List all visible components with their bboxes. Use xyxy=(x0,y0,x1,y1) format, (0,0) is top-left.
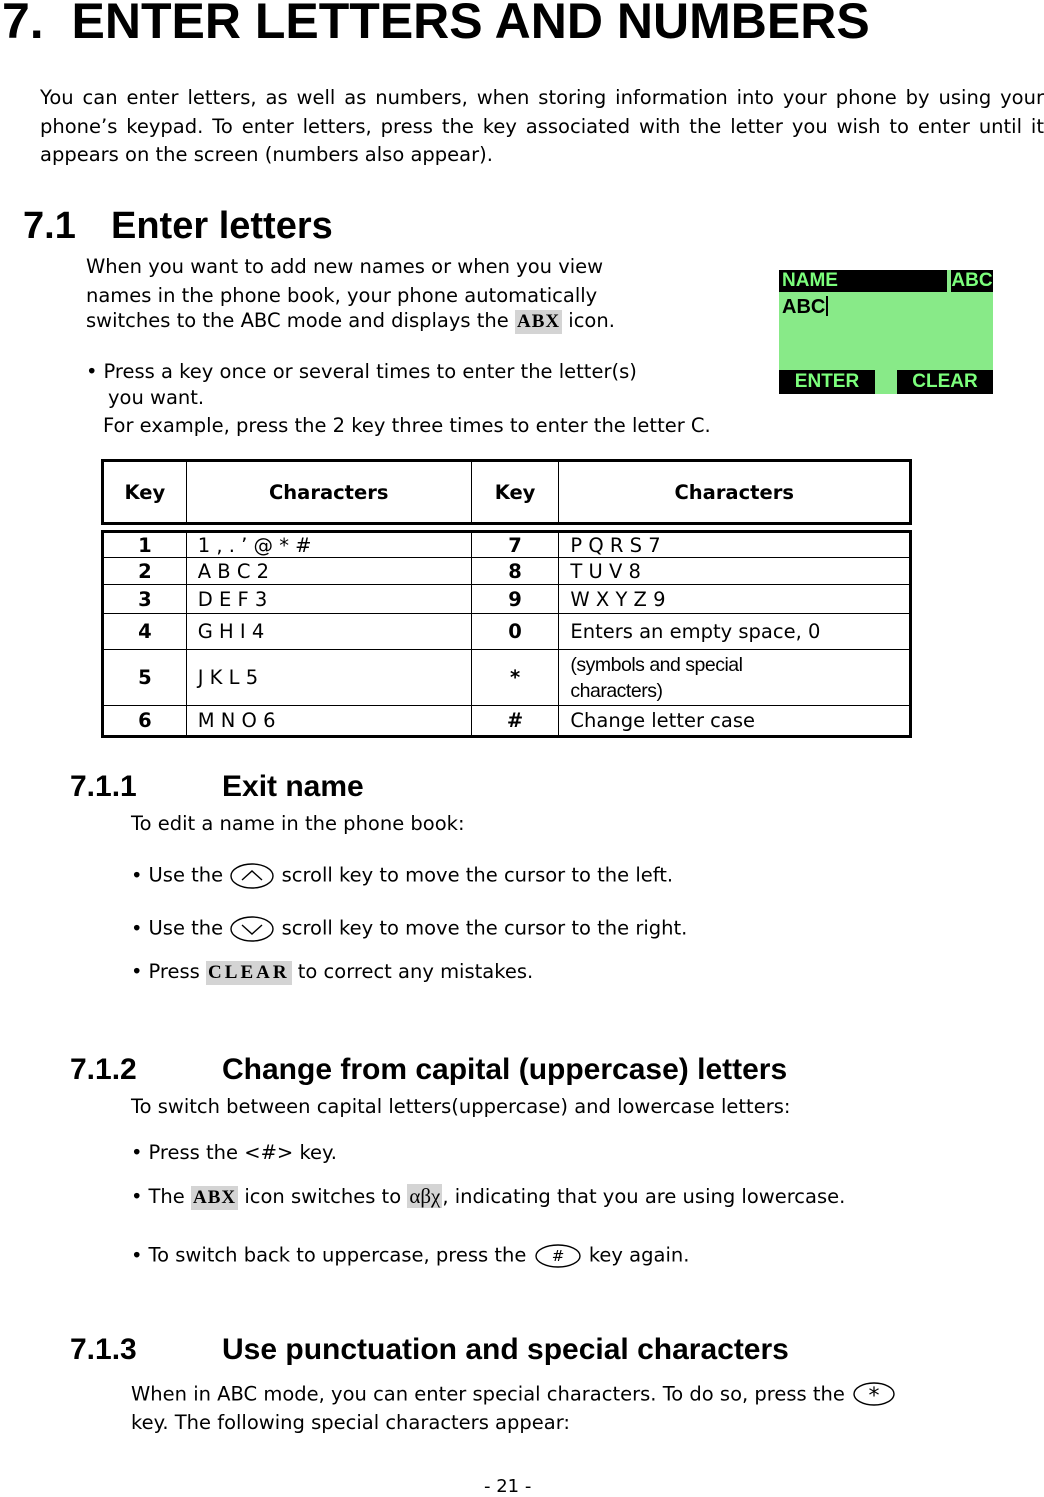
page-number: - 21 - xyxy=(484,1476,532,1497)
scroll-up-key-icon xyxy=(229,862,275,890)
abx-mode-icon: ABX xyxy=(516,311,561,332)
table-row: 5 J K L 5 * (symbols and special characters) xyxy=(103,650,911,706)
header-characters-1: Characters xyxy=(186,461,471,524)
sub3-line2: key. The following special characters appear: xyxy=(131,1411,570,1434)
screen-mode-indicator: ABC xyxy=(951,270,993,291)
header-key-2: Key xyxy=(471,461,559,524)
bullet-press-key-cont: you want. xyxy=(108,386,205,409)
header-characters-2: Characters xyxy=(559,461,911,524)
table-row: 4 G H I 4 0 Enters an empty space, 0 xyxy=(103,614,911,650)
chapter-title: 7. ENTER LETTERS AND NUMBERS xyxy=(2,0,870,49)
hash-key-glyph: # xyxy=(551,1247,564,1265)
header-key-1: Key xyxy=(103,461,187,524)
abx-mode-icon: ABX xyxy=(193,1187,237,1208)
example-text: For example, press the 2 key three times to enter the letter C. xyxy=(103,414,711,437)
enter-softkey: ENTER xyxy=(779,370,875,394)
scroll-down-key-icon xyxy=(229,915,275,943)
sub1-intro: To edit a name in the phone book: xyxy=(131,812,465,835)
table-row: 3 D E F 3 9 W X Y Z 9 xyxy=(103,585,911,614)
bullet-icon-switch: • The ABX icon switches to αβχ , indicating that you are using lowercase. xyxy=(131,1184,846,1208)
text-cursor xyxy=(826,296,828,316)
bullet-press-hash: • Press the <#> key. xyxy=(131,1141,338,1164)
subsection-heading-exit-name: 7.1.1 Exit name xyxy=(70,770,364,803)
subsection-heading-change-case: 7.1.2 Change from capital (uppercase) letters xyxy=(70,1053,788,1086)
key-character-table xyxy=(101,459,912,738)
table-row: 6 M N O 6 # Change letter case xyxy=(103,706,911,737)
star-key-glyph: * xyxy=(868,1384,880,1409)
phone-screen xyxy=(779,270,993,394)
screen-entry: ABC xyxy=(782,296,828,319)
hash-key-icon xyxy=(533,1241,583,1271)
section-line3: switches to the ABC mode and displays the ABX icon. xyxy=(86,309,615,332)
intro-paragraph: You can enter letters, as well as numbers, when storing information into your phone by using your phone’s keypad. To enter letters, press the key associated with the letter you wish to enter until it appears on the screen (numbers also appear). xyxy=(40,86,1044,166)
bullet-switch-back: • To switch back to uppercase, press the # key again. xyxy=(131,1241,689,1271)
clear-key-label: CLEAR xyxy=(208,962,290,983)
bullet-press-clear: • Press CLEAR to correct any mistakes. xyxy=(131,960,534,983)
bullet-press-key: • Press a key once or several times to enter the letter(s) xyxy=(86,360,637,383)
section-line2: names in the phone book, your phone automatically xyxy=(86,284,598,307)
section-heading: 7.1 Enter letters xyxy=(23,205,333,247)
screen-title: NAME xyxy=(779,270,947,292)
star-key-icon xyxy=(851,1381,897,1409)
bullet-scroll-left: • Use the scroll key to move the cursor to the left. xyxy=(131,862,673,890)
table-row: 1 1 , . ’ @ * # 7 P Q R S 7 xyxy=(103,532,911,558)
section-line1: When you want to add new names or when you view xyxy=(86,255,604,278)
table-row: 2 A B C 2 8 T U V 8 xyxy=(103,558,911,585)
lowercase-mode-icon: αβχ xyxy=(409,1184,441,1208)
bullet-scroll-right: • Use the scroll key to move the cursor to the right. xyxy=(131,915,687,943)
table-header-row xyxy=(103,461,911,524)
clear-softkey: CLEAR xyxy=(897,370,993,394)
sub3-line1: When in ABC mode, you can enter special characters. To do so, press the * xyxy=(131,1381,897,1409)
sub2-intro: To switch between capital letters(uppercase) and lowercase letters: xyxy=(131,1095,791,1118)
subsection-heading-punctuation: 7.1.3 Use punctuation and special characters xyxy=(70,1333,789,1366)
